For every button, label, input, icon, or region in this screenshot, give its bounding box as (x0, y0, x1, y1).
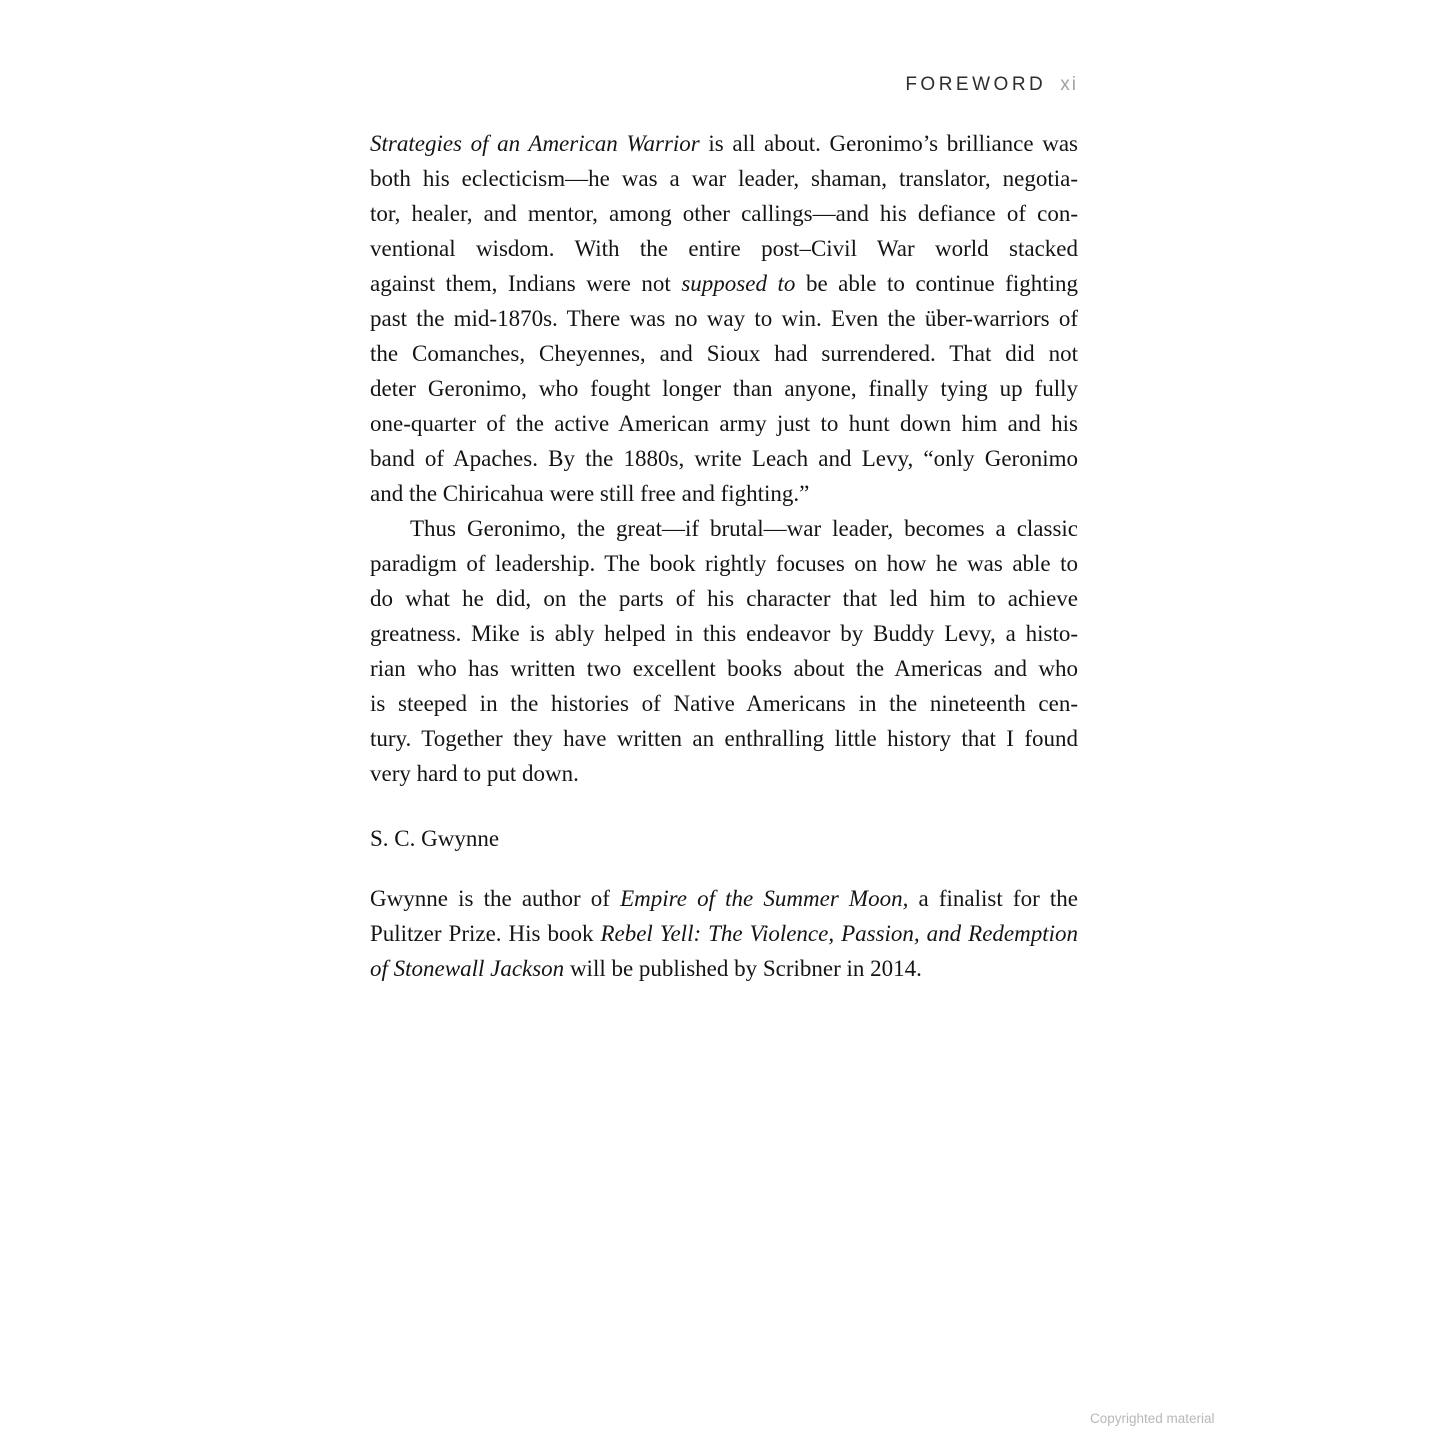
text-segment: a finalist for the (908, 886, 1078, 911)
text-line (370, 406, 1078, 441)
text-segment: past the mid-1870s. There was no way to win. Even the über-warriors of (370, 306, 1078, 331)
text-segment: Rebel Yell: The Violence, Passion, and Redemption (600, 921, 1078, 946)
text-segment: one-quarter of the active American army just to hunt down him and his (370, 411, 1078, 436)
body-paragraphs (370, 126, 1078, 791)
text-segment: the Comanches, Cheyennes, and Sioux had surrendered. That did not (370, 341, 1078, 366)
text-segment: rian who has written two excellent books about the Americas and who (370, 656, 1078, 681)
text-line (370, 441, 1078, 476)
text-segment: is all about. Geronimo’s brilliance was (699, 131, 1078, 156)
text-column (370, 126, 1078, 986)
text-line (370, 881, 1078, 916)
page-number: xi (1060, 74, 1078, 95)
text-line (370, 916, 1078, 951)
text-line (370, 301, 1078, 336)
text-segment: and the Chiricahua were still free and fighting.” (370, 481, 810, 506)
text-segment: ventional wisdom. With the entire post–Civil War world stacked (370, 236, 1078, 261)
text-segment: against them, Indians were not (370, 271, 682, 296)
text-segment: will be published by Scribner in 2014. (564, 956, 922, 981)
text-segment: do what he did, on the parts of his character that led him to achieve (370, 586, 1078, 611)
text-segment: paradigm of leadership. The book rightly focuses on how he was able to (370, 551, 1078, 576)
text-segment: both his eclecticism—he was a war leader, shaman, translator, negotia- (370, 166, 1078, 191)
text-line (370, 161, 1078, 196)
text-line (370, 231, 1078, 266)
text-line (370, 616, 1078, 651)
text-line (370, 511, 1078, 546)
text-segment: Thus Geronimo, the great—if brutal—war leader, becomes a classic (410, 516, 1078, 541)
copyright-watermark: Copyrighted material (1090, 1411, 1215, 1426)
text-line (370, 756, 1078, 791)
text-line (370, 126, 1078, 161)
text-segment: greatness. Mike is ably helped in this endeavor by Buddy Levy, a histo- (370, 621, 1078, 646)
text-segment: Strategies of an American Warrior (370, 131, 700, 156)
text-line (370, 686, 1078, 721)
text-line (370, 266, 1078, 301)
text-segment: be able to continue fighting (795, 271, 1079, 296)
text-segment: band of Apaches. By the 1880s, write Leach and Levy, “only Geronimo (370, 446, 1078, 471)
text-segment: Empire of the Summer Moon, (620, 886, 909, 911)
text-segment: Gwynne is the author of (370, 886, 621, 911)
text-segment: of Stonewall Jackson (370, 956, 565, 981)
text-line (370, 546, 1078, 581)
paragraph (370, 881, 1078, 986)
text-segment: Pulitzer Prize. His book (370, 921, 601, 946)
text-segment: tor, healer, and mentor, among other callings—and his defiance of con- (370, 201, 1078, 226)
text-line (370, 651, 1078, 686)
text-segment: tury. Together they have written an enthralling little history that I found (370, 726, 1078, 751)
author-signature: S. C. Gwynne (370, 826, 500, 851)
paragraph (370, 126, 1078, 511)
text-line (370, 371, 1078, 406)
text-segment: deter Geronimo, who fought longer than anyone, finally tying up fully (370, 376, 1078, 401)
text-line (370, 196, 1078, 231)
text-segment: supposed to (681, 271, 796, 296)
text-line (370, 336, 1078, 371)
paragraph (370, 511, 1078, 791)
text-line (370, 721, 1078, 756)
page-header (370, 74, 1078, 96)
text-segment: very hard to put down. (370, 761, 579, 786)
text-line (370, 951, 1078, 986)
text-segment: is steeped in the histories of Native Americans in the nineteenth cen- (370, 691, 1078, 716)
author-bio (370, 881, 1078, 986)
text-line (370, 581, 1078, 616)
text-line (370, 476, 1078, 511)
chapter-title: FOREWORD (905, 74, 1047, 95)
